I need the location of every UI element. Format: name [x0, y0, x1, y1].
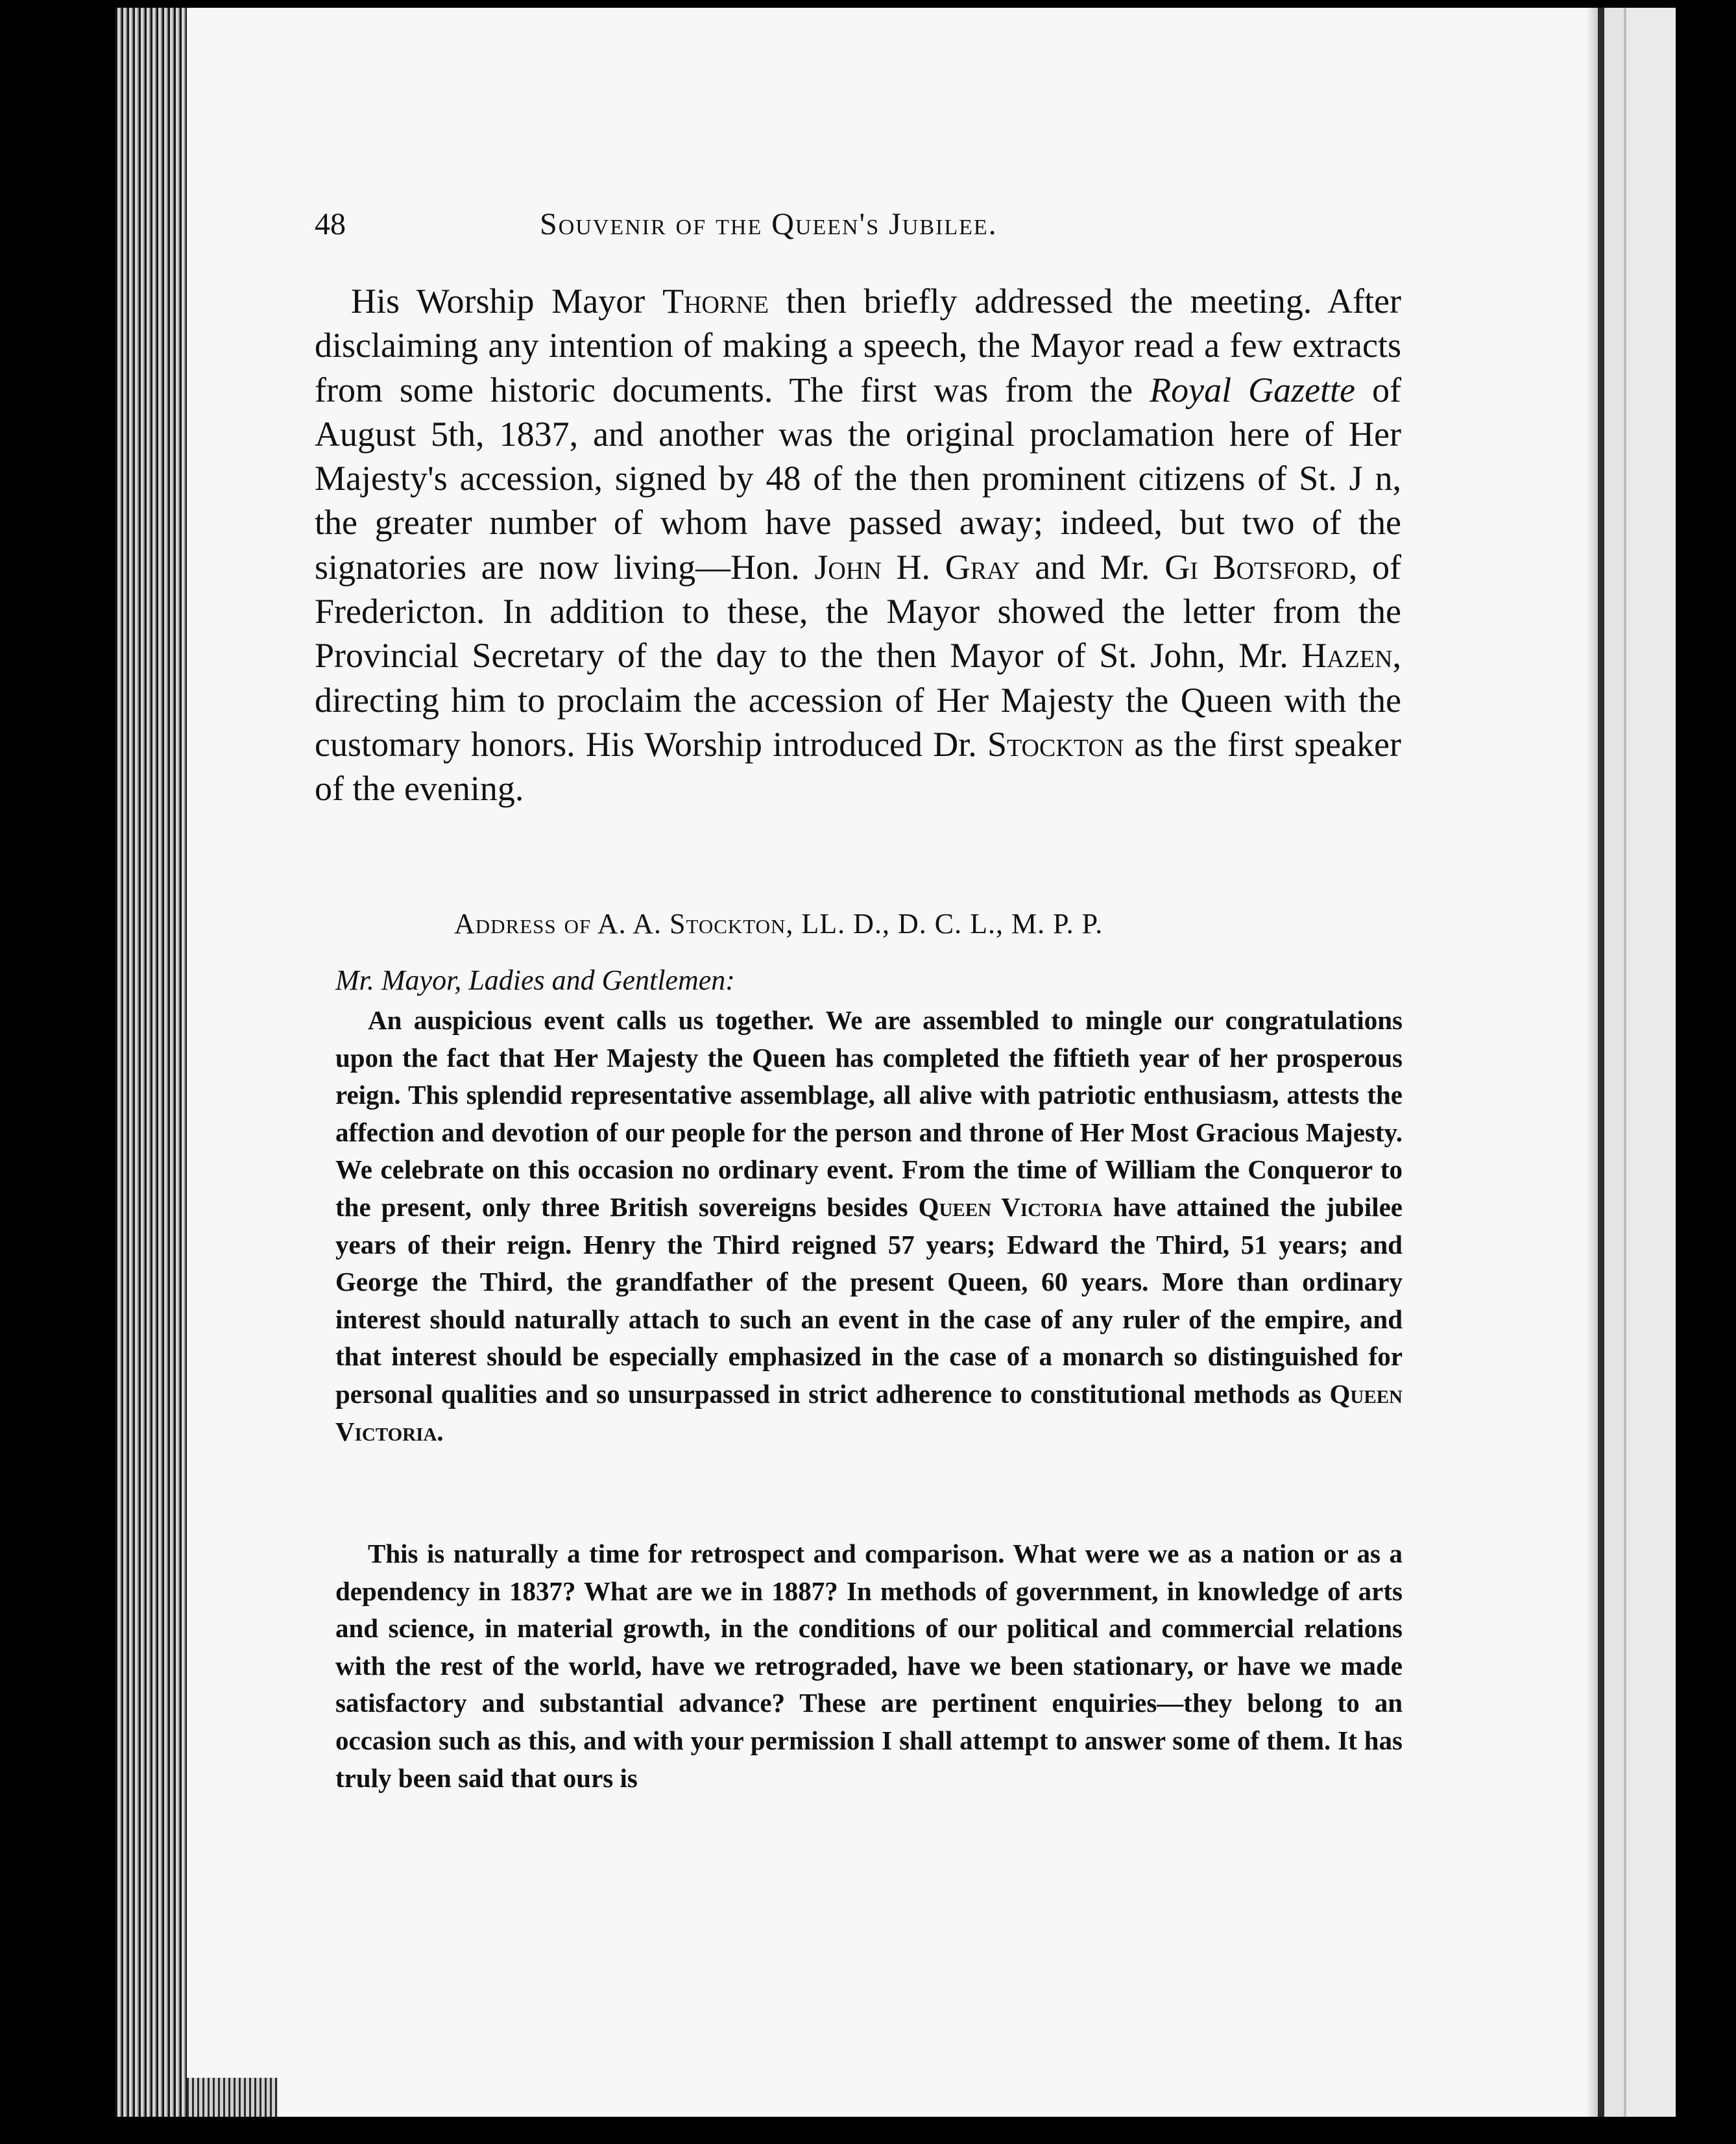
intro-paragraph: [315, 279, 1401, 811]
intro-text: and Mr.: [1020, 547, 1165, 587]
intro-text: then briefly addressed the meeting. After disclaiming any intention of making a speech, the Mayor read a few extracts from some historic documents. The first was from the: [315, 282, 1401, 409]
salutation: Mr. Mayor, Ladies and Gentlemen:: [335, 964, 735, 996]
name-queen-victoria: Queen Victoria: [918, 1191, 1103, 1222]
name-stockton: Stockton: [987, 724, 1124, 764]
page-header: [315, 206, 1327, 252]
address-heading: Address of A. A. Stockton, LL. D., D. C. L., M. P. P.: [454, 908, 1103, 940]
speech-text: An auspicious event calls us together. We are assembled to mingle our congratulations upon the fact that Her Majesty the Queen has completed the fiftieth year of her prosperous reign. This splendid representative assemblage, all alive with patriotic enthusiasm, attests the affection and devotion of our people for the person and throne of Her Most Gracious Majesty. We celebrate on this occasion no ordinary event. From the time of William the Conqueror to the present, only three British sovereigns besides: [335, 1005, 1403, 1222]
adjacent-page-edge: [1598, 8, 1676, 2117]
title-royal-gazette: Royal Gazette: [1150, 370, 1356, 409]
name-hazen: Hazen: [1301, 636, 1393, 676]
speech-text: have attained the jubilee years of their reign. Henry the Third reigned 57 years; Edward the Third, 51 years; and George the Third, the grandfather of the present Queen, 60 years. More than ordinary interest should naturally attach to such an event in the case of any ruler of the empire, and that interest should be especially emphasized in the case of a monarch so distinguished for personal qualities and so unsurpassed in strict adherence to constitutional methods as: [335, 1191, 1403, 1409]
running-title: Souvenir of the Queen's Jubilee.: [540, 207, 998, 241]
intro-text: , directing him to proclaim the accession of Her Majesty the Queen with the customary honors. His Worship introduced Dr.: [315, 636, 1401, 764]
speech-paragraph-2: This is naturally a time for retrospect and comparison. What were we as a nation or as a dependency in 1837? What are we in 1887? In methods of government, in knowledge of arts and science, in material growth, in the conditions of our political and commercial relations with the rest of the world, have we retrograded, have we been stationary, or have we made satisfactory and substantial advance? These are pertinent enquiries—they belong to an occasion such as this, and with your permission I shall attempt to answer some of them. It has truly been said that ours is: [335, 1539, 1403, 1793]
page-edge-leaves: [115, 8, 187, 2117]
page-number: 48: [315, 207, 346, 241]
intro-text: as the first speaker of the evening.: [315, 724, 1402, 809]
speech-text: .: [437, 1416, 444, 1446]
name-botsford: Gi Botsford: [1164, 547, 1349, 587]
speech-paragraph-1: [335, 1002, 1403, 1450]
intro-text: , of Fredericton. In addition to these, the Mayor showed the letter from the Provincial Secretary of the day to the then Mayor of St. John, Mr.: [315, 547, 1401, 676]
name-gray: John H. Gray: [814, 547, 1020, 587]
intro-text: of August 5th, 1837, and another was the original proclamation here of Her Majesty's accession, signed by 48 of the then prominent citizens of St. J n, the greater number of whom have passed away; indeed, but two of the signatories are now living—Hon.: [315, 370, 1401, 587]
intro-text: His Worship Mayor: [351, 282, 663, 321]
name-thorne: Thorne: [662, 282, 769, 321]
name-queen-victoria: Queen Victoria: [335, 1378, 1403, 1446]
page-edge-bottom: [187, 2078, 278, 2117]
gutter-shadow: [1586, 8, 1598, 2117]
